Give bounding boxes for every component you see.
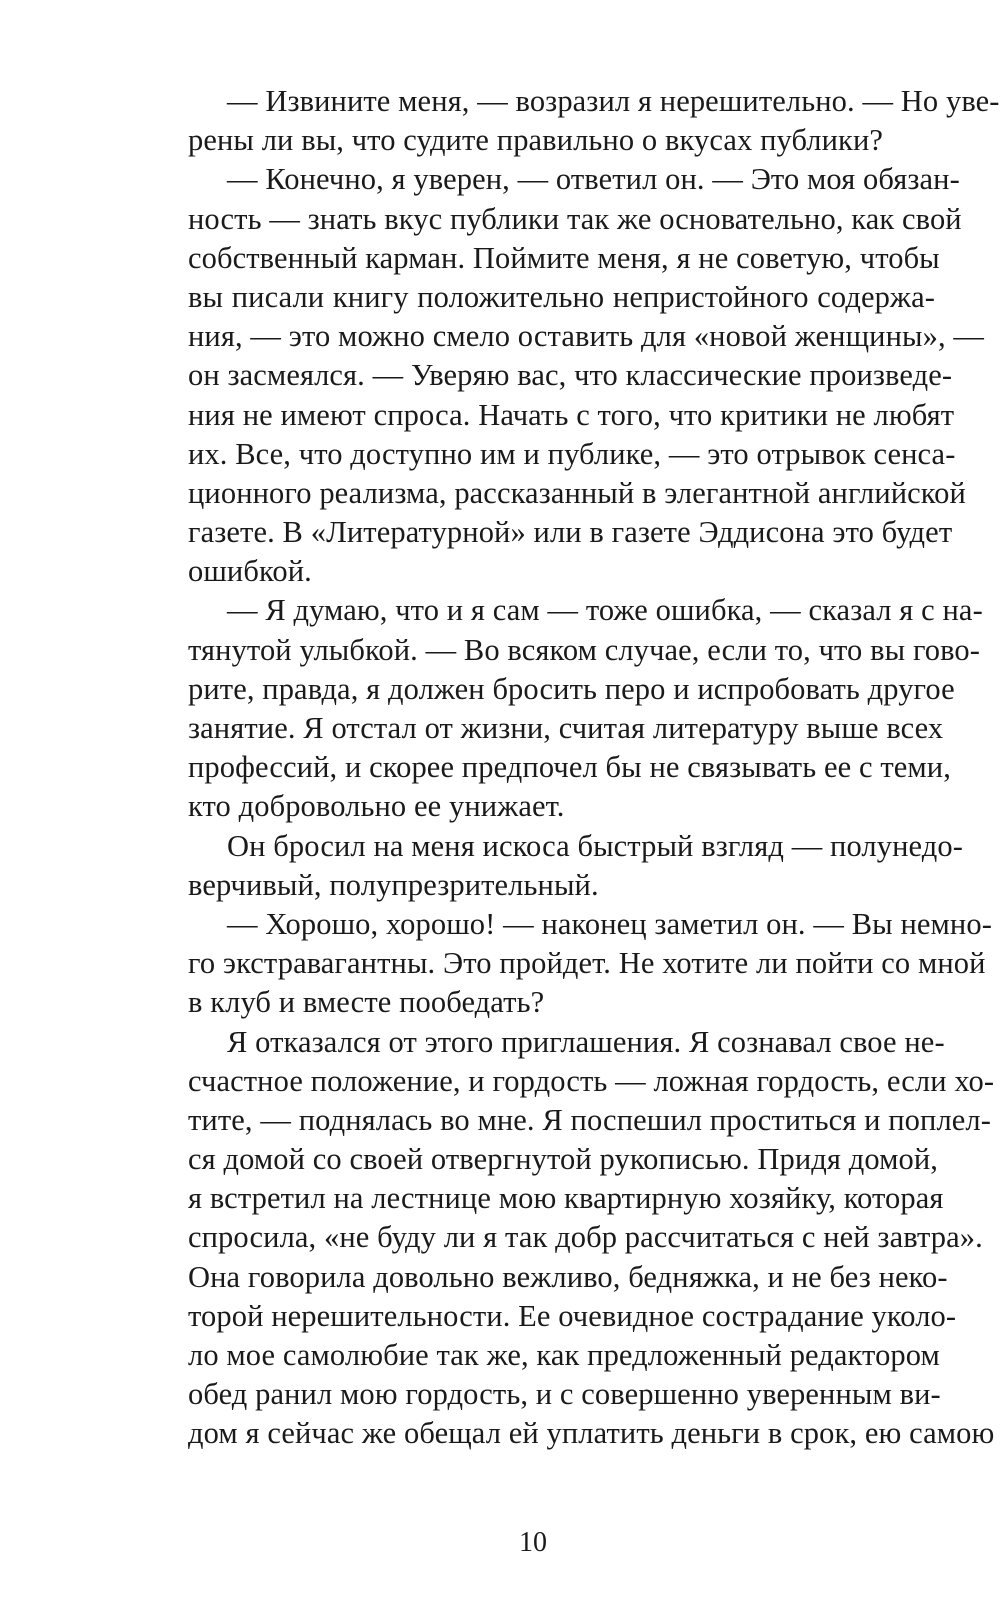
text-line: ло мое самолюбие так же, как предложенный редактором bbox=[188, 1338, 940, 1372]
text-line: тянутой улыбкой. — Во всяком случае, если то, что вы гово- bbox=[188, 632, 981, 667]
text-line: верчивый, полупрезрительный. bbox=[188, 867, 599, 902]
text-line: ния, — это можно смело оставить для «новой женщины», — bbox=[188, 319, 985, 354]
text-line: — Конечно, я уверен, — ответил он. — Это моя обязан- bbox=[227, 162, 960, 197]
text-line: в клуб и вместе пообедать? bbox=[188, 985, 545, 1020]
text-line: я встретил на лестнице мою квартирную хозяйку, которая bbox=[188, 1181, 944, 1216]
text-line: рены ли вы, что судите правильно о вкусах публики? bbox=[188, 123, 884, 158]
text-line: рите, правда, я должен бросить перо и испробовать другое bbox=[188, 671, 955, 706]
text-line: Я отказался от этого приглашения. Я сознавал свое не- bbox=[227, 1024, 945, 1059]
text-line: ционного реализма, рассказанный в элегантной английской bbox=[188, 475, 966, 510]
text-line: — Хорошо, хорошо! — наконец заметил он. — Вы немно- bbox=[227, 906, 992, 941]
text-line: го экстравагантны. Это пройдет. Не хотите ли пойти со мной bbox=[188, 946, 986, 981]
text-line: — Я думаю, что и я сам — тоже ошибка, — сказал я с на- bbox=[227, 593, 983, 628]
body-text bbox=[188, 82, 1000, 1454]
text-line: собственный карман. Поймите меня, я не советую, чтобы bbox=[188, 240, 940, 275]
text-line: профессий, и скорее предпочел бы не связывать ее с теми, bbox=[188, 750, 951, 785]
text-line: их. Все, что доступно им и публике, — это отрывок сенса- bbox=[188, 436, 956, 471]
text-line: счастное положение, и гордость — ложная гордость, если хо- bbox=[188, 1063, 995, 1098]
text-line: газете. В «Литературной» или в газете Эддисона это будет bbox=[188, 515, 953, 550]
text-line: ошибкой. bbox=[188, 554, 312, 589]
text-line: он засмеялся. — Уверяю вас, что классические произведе- bbox=[188, 358, 953, 393]
text-line: Он бросил на меня искоса быстрый взгляд — полунедо- bbox=[227, 828, 963, 863]
text-line: тите, — поднялась во мне. Я поспешил проститься и поплел- bbox=[188, 1102, 991, 1137]
text-line: дом я сейчас же обещал ей уплатить деньги в срок, ею самою bbox=[188, 1416, 995, 1451]
page-number: 10 bbox=[519, 1527, 547, 1558]
text-line: обед ранил мою гордость, и с совершенно уверенным ви- bbox=[188, 1377, 941, 1412]
text-line: — Извините меня, — возразил я нерешительно. — Но уве- bbox=[227, 84, 1000, 118]
text-line: занятие. Я отстал от жизни, считая литературу выше всех bbox=[188, 711, 944, 745]
text-line: Она говорила довольно вежливо, бедняжка, и не без неко- bbox=[188, 1259, 948, 1294]
text-line: ность — знать вкус публики так же основательно, как свой bbox=[188, 201, 962, 236]
text-line: кто добровольно ее унижает. bbox=[188, 789, 565, 824]
text-line: торой нерешительности. Ее очевидное сострадание уколо- bbox=[188, 1298, 957, 1333]
text-line: вы писали книгу положительно непристойного содержа- bbox=[188, 279, 935, 314]
text-line: спросила, «не буду ли я так добр рассчитаться с ней завтра». bbox=[188, 1220, 983, 1255]
text-line: ния не имеют спроса. Начать с того, что критики не любят bbox=[188, 397, 955, 432]
text-line: ся домой со своей отвергнутой рукописью. Придя домой, bbox=[188, 1142, 939, 1177]
